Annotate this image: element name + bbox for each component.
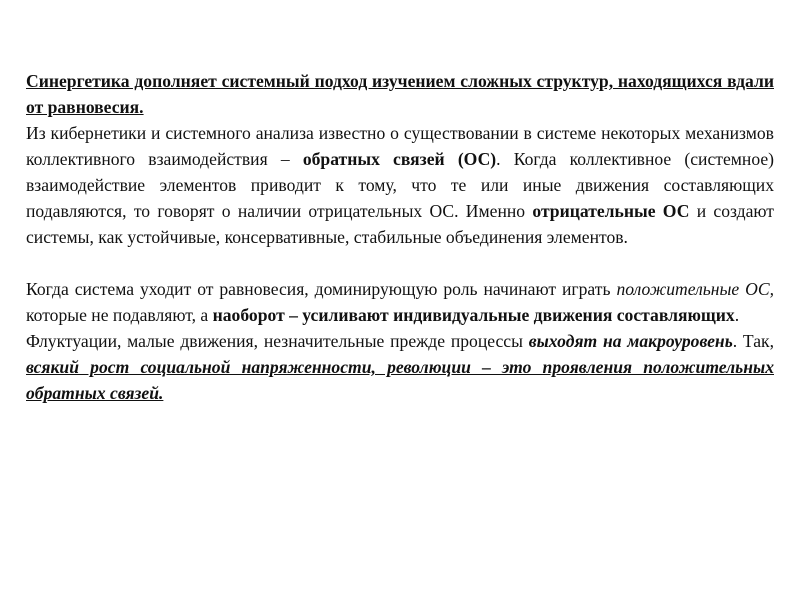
- p1-text-3: и создают системы, как устойчивые, консервативные, стабильные объединения элементов.: [26, 201, 774, 247]
- paragraph-gap: [26, 250, 774, 276]
- p1-text-1: Из кибернетики и системного анализа известно о существовании в системе некоторых механизмов коллективного взаимодействия –: [26, 123, 774, 169]
- p2-italic-positive: положительные ОС,: [616, 279, 774, 299]
- heading-text: Синергетика дополняет системный подход изучением сложных структур, находящихся вдали от равновесия.: [26, 71, 774, 117]
- p2-text-1: Когда система уходит от равновесия, доминирующую роль начинают играть: [26, 279, 617, 299]
- p3-bolditalic-underlined: всякий рост социальной напряженности, революции – это проявления положительных обратных связей.: [26, 357, 774, 403]
- p3-text-1: Флуктуации, малые движения, незначительные прежде процессы: [26, 331, 529, 351]
- paragraph-fluctuations: [26, 328, 774, 406]
- paragraph-positive: [26, 276, 774, 328]
- p2-bold-amplify: наоборот – усиливают индивидуальные движения составляющих: [212, 305, 735, 325]
- p3-bolditalic-macro: выходят на макроуровень: [528, 331, 733, 351]
- p2-text-2: которые не подавляют, а: [26, 305, 213, 325]
- p1-bold-feedback: обратных связей (ОС): [302, 149, 497, 169]
- p1-bold-negative: отрицательные ОС: [532, 201, 690, 221]
- p1-text-2: . Когда коллективное (системное) взаимодействие элементов приводит к тому, что те или иные движения составляющих подавляются, то говорят о наличии отрицательных ОС. Именно: [26, 149, 774, 221]
- p2-text-3: .: [734, 305, 740, 325]
- paragraph-feedback: [26, 120, 774, 250]
- heading-paragraph: [26, 68, 774, 120]
- p3-text-2: . Так,: [732, 331, 774, 351]
- slide-text-block: [26, 68, 774, 406]
